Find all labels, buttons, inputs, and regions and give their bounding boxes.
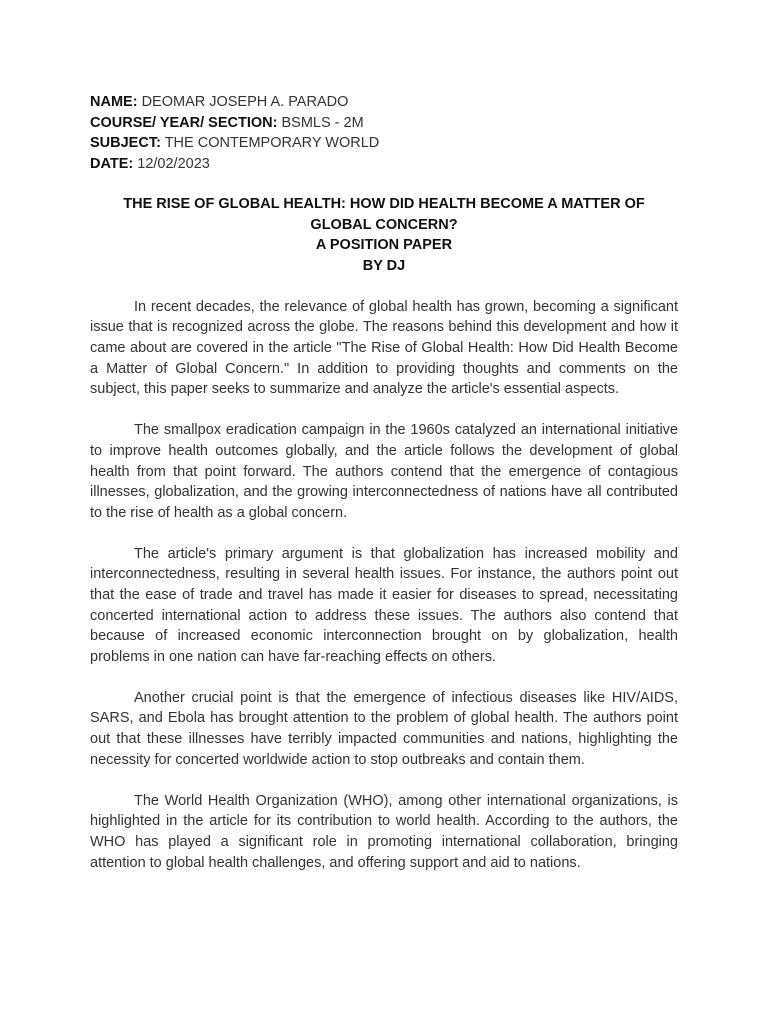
paragraph-2: The smallpox eradication campaign in the 1960s catalyzed an international initiative to improve health outcomes globally, and the article follows the development of global health from that point forward. The authors contend that the emergence of contagious illnesses, globalization, and the growing interconnectedness of nations have all contributed to the rise of health as a global concern. <box>90 422 678 521</box>
title-line-4: BY DJ <box>362 257 406 274</box>
date-line <box>90 154 678 175</box>
paragraph-1: In recent decades, the relevance of global health has grown, becoming a significant issue that is recognized across the globe. The reasons behind this development and how it came about are covered in the article "The Rise of Global Health: How Did Health Become a Matter of Global Concern." In addition to providing thoughts and comments on the subject, this paper seeks to summarize and analyze the article's essential aspects. <box>90 298 678 398</box>
subject-line <box>90 133 678 154</box>
name-line <box>90 92 678 113</box>
paper-title <box>90 194 678 276</box>
subject-label: SUBJECT: <box>90 135 161 151</box>
course-line <box>90 113 678 134</box>
subject-value: THE CONTEMPORARY WORLD <box>164 135 380 151</box>
paragraph-5: The World Health Organization (WHO), among other international organizations, is highlighted in the article for its contribution to world health. According to the authors, the WHO has played a significant role in promoting international collaboration, bringing attention to global health challenges, and offering support and aid to nations. <box>90 792 678 871</box>
date-value: 12/02/2023 <box>137 155 210 172</box>
course-value: BSMLS - 2M <box>281 114 364 131</box>
title-line-1: THE RISE OF GLOBAL HEALTH: HOW DID HEALTH BECOME A MATTER OF <box>123 196 645 212</box>
title-line-2: GLOBAL CONCERN? <box>310 216 458 233</box>
body-text <box>90 297 678 873</box>
name-value: DEOMAR JOSEPH A. PARADO <box>141 94 349 110</box>
header-info <box>90 92 678 174</box>
paragraph-3: The article's primary argument is that globalization has increased mobility and interconnectedness, resulting in several health issues. For instance, the authors point out that the ease of trade and travel has made it easier for diseases to spread, necessitating concerted international action to address these issues. The authors also contend that because of increased economic interconnection brought on by globalization, health problems in one nation can have far-reaching effects on others. <box>90 545 678 665</box>
name-label: NAME: <box>90 94 138 110</box>
course-label: COURSE/ YEAR/ SECTION: <box>90 114 278 131</box>
date-label: DATE: <box>90 155 134 172</box>
document-page <box>90 92 678 888</box>
paragraph-4: Another crucial point is that the emergence of infectious diseases like HIV/AIDS, SARS, and Ebola has brought attention to the problem of global health. The authors point out that these illnesses have terribly impacted communities and nations, highlighting the necessity for concerted worldwide action to stop outbreaks and contain them. <box>90 689 678 768</box>
title-line-3: A POSITION PAPER <box>315 237 453 254</box>
